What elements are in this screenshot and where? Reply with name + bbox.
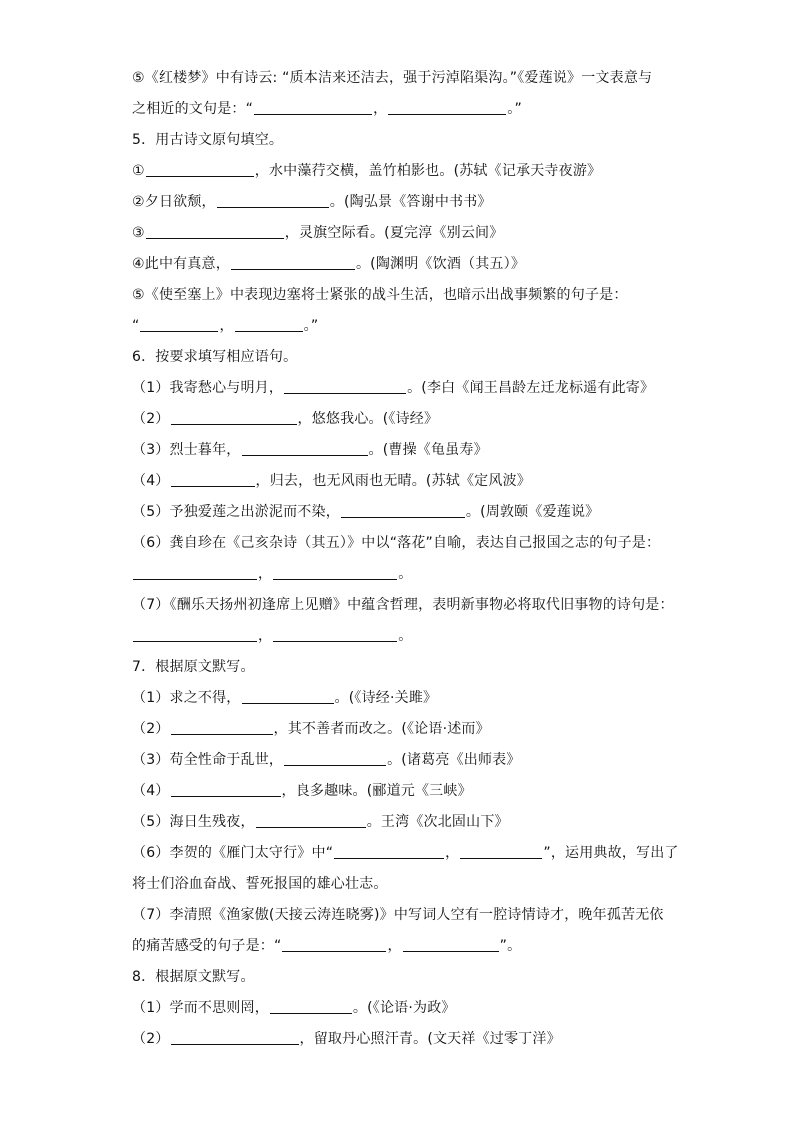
answer-blank[interactable] <box>140 317 218 332</box>
text-line <box>132 559 672 590</box>
text-line <box>132 187 672 218</box>
text-segment: ⑤《红楼梦》中有诗云: “质本洁来还洁去，强于污淖陷渠沟。”《爱莲说》一文表意与 <box>132 70 653 86</box>
text-segment: 6．按要求填写相应语句。 <box>132 349 298 365</box>
answer-blank[interactable] <box>254 100 372 115</box>
answer-blank[interactable] <box>133 565 257 580</box>
answer-blank[interactable] <box>171 782 281 797</box>
answer-blank[interactable] <box>217 193 329 208</box>
answer-blank[interactable] <box>284 751 386 766</box>
text-line <box>132 528 672 559</box>
text-segment: 。(诸葛亮《出师表》 <box>387 752 521 768</box>
text-line <box>132 869 672 900</box>
text-line <box>132 745 672 776</box>
text-segment: ⑤《使至塞上》中表现边塞将士紧张的战斗生活，也暗示出战事频繁的句子是： <box>132 287 628 303</box>
text-segment: ， <box>258 628 273 644</box>
answer-blank[interactable] <box>270 999 352 1014</box>
text-line <box>132 683 672 714</box>
text-line <box>132 776 672 807</box>
text-segment: ，留取丹心照汗青。(文天祥《过零丁洋》 <box>299 1031 561 1047</box>
text-segment: （6）龚自珍在《己亥杂诗（其五）》中以“落花”自喻，表达自己报国之志的句子是： <box>132 535 661 551</box>
answer-blank[interactable] <box>273 627 397 642</box>
text-line <box>132 218 672 249</box>
text-segment: （5）予独爱莲之出淤泥而不染， <box>132 504 340 520</box>
answer-blank[interactable] <box>231 255 355 270</box>
text-segment: （2） <box>132 1031 170 1047</box>
answer-blank[interactable] <box>403 937 499 952</box>
text-line <box>132 435 672 466</box>
text-segment: ③ <box>132 225 145 241</box>
text-segment: ②夕日欲颓， <box>132 194 216 210</box>
text-segment: ① <box>132 163 145 179</box>
text-line <box>132 373 672 404</box>
text-segment: 。(陶渊明《饮酒（其五）》 <box>355 256 526 272</box>
answer-blank[interactable] <box>282 937 386 952</box>
text-segment: 。(《论语·为政》 <box>352 1000 456 1016</box>
text-segment: （6）李贺的《雁门太守行》中“ <box>132 845 334 861</box>
text-segment: 8．根据原文默写。 <box>132 969 255 985</box>
text-segment: （4） <box>132 783 170 799</box>
text-line <box>132 466 672 497</box>
answer-blank[interactable] <box>133 627 257 642</box>
text-segment: （2） <box>132 411 170 427</box>
text-segment: （3）烈士暮年， <box>132 442 241 458</box>
text-segment: ， <box>387 938 402 954</box>
text-line <box>132 280 672 311</box>
text-line <box>132 931 672 962</box>
text-segment: 。” <box>507 101 522 117</box>
text-line <box>132 404 672 435</box>
text-segment: 7．根据原文默写。 <box>132 659 255 675</box>
text-segment: 。(曹操《龟虽寿》 <box>368 442 488 458</box>
answer-blank[interactable] <box>171 410 297 425</box>
answer-blank[interactable] <box>242 689 334 704</box>
answer-blank[interactable] <box>235 317 303 332</box>
text-line <box>132 590 672 621</box>
text-segment: ”，运用典故，写出了 <box>543 845 679 861</box>
text-line <box>132 807 672 838</box>
text-segment: ，悠悠我心。(《诗经》 <box>297 411 439 427</box>
question-text <box>132 63 679 1055</box>
text-line <box>132 714 672 745</box>
text-segment: 之相近的文句是：“ <box>132 101 254 117</box>
text-segment: （3）苟全性命于乱世， <box>132 752 284 768</box>
text-segment: ”。 <box>499 938 522 954</box>
text-line <box>132 1024 672 1055</box>
text-line <box>132 311 672 342</box>
text-segment: （1）学而不思则罔， <box>132 1000 269 1016</box>
text-segment: （5）海日生残夜， <box>132 814 255 830</box>
answer-blank[interactable] <box>273 565 397 580</box>
text-segment: ，良多趣味。(郦道元《三峡》 <box>281 783 472 799</box>
answer-blank[interactable] <box>171 1030 299 1045</box>
text-line <box>132 652 672 683</box>
text-line <box>132 497 672 528</box>
text-line <box>132 156 672 187</box>
answer-blank[interactable] <box>171 472 255 487</box>
text-segment: ，水中藻荇交横，盖竹柏影也。(苏轼《记承天寺夜游》 <box>254 163 602 179</box>
text-segment: ④此中有真意， <box>132 256 230 272</box>
text-segment: （1）我寄愁心与明月， <box>132 380 284 396</box>
answer-blank[interactable] <box>171 720 273 735</box>
text-segment: 5．用古诗文原句填空。 <box>132 132 284 148</box>
text-line <box>132 962 672 993</box>
text-segment: 。” <box>303 318 319 334</box>
answer-blank[interactable] <box>334 844 444 859</box>
text-segment: ，归去，也无风雨也无晴。(苏轼《定风波》 <box>255 473 531 489</box>
text-segment: 。 <box>398 566 413 582</box>
text-line <box>132 94 672 125</box>
text-segment: ， <box>258 566 273 582</box>
answer-blank[interactable] <box>284 379 406 394</box>
answer-blank[interactable] <box>460 844 542 859</box>
text-line <box>132 342 672 373</box>
text-segment: （2） <box>132 721 170 737</box>
text-line <box>132 63 672 94</box>
answer-blank[interactable] <box>341 503 465 518</box>
text-segment: 。(周敦颐《爱莲说》 <box>465 504 600 520</box>
text-segment: 的痛苦感受的句子是：“ <box>132 938 282 954</box>
text-segment: “ <box>132 318 140 334</box>
text-segment: ， <box>373 101 388 117</box>
text-line <box>132 621 672 652</box>
text-segment: 。王湾《次北固山下》 <box>366 814 509 830</box>
text-segment: ， <box>445 845 460 861</box>
text-segment: ， <box>219 318 234 334</box>
answer-blank[interactable] <box>256 813 366 828</box>
text-line <box>132 125 672 156</box>
text-line <box>132 993 672 1024</box>
text-segment: 。(《诗经·关雎》 <box>334 690 438 706</box>
text-segment: （7）《酬乐天扬州初逢席上见赠》中蕴含哲理，表明新事物必将取代旧事物的诗句是： <box>132 597 674 613</box>
answer-blank[interactable] <box>146 162 254 177</box>
text-segment: （1）求之不得， <box>132 690 241 706</box>
text-line <box>132 900 672 931</box>
text-segment: 。(李白《闻王昌龄左迁龙标遥有此寄》 <box>407 380 655 396</box>
answer-blank[interactable] <box>242 441 368 456</box>
text-line <box>132 838 679 869</box>
text-segment: 将士们浴血奋战、誓死报国的雄心壮志。 <box>132 876 388 892</box>
text-segment: ，其不善者而改之。(《论语·述而》 <box>273 721 490 737</box>
text-segment: 。(陶弘景《答谢中书书》 <box>329 194 492 210</box>
answer-blank[interactable] <box>146 224 284 239</box>
text-segment: 。 <box>398 628 413 644</box>
answer-blank[interactable] <box>388 100 506 115</box>
text-line <box>132 249 672 280</box>
text-segment: （7）李清照《渔家傲(天接云涛连晓雾)》中写词人空有一腔诗情诗才，晚年孤苦无依 <box>132 907 664 923</box>
text-segment: ，灵旗空际看。(夏完淳《别云间》 <box>284 225 504 241</box>
text-segment: （4） <box>132 473 170 489</box>
